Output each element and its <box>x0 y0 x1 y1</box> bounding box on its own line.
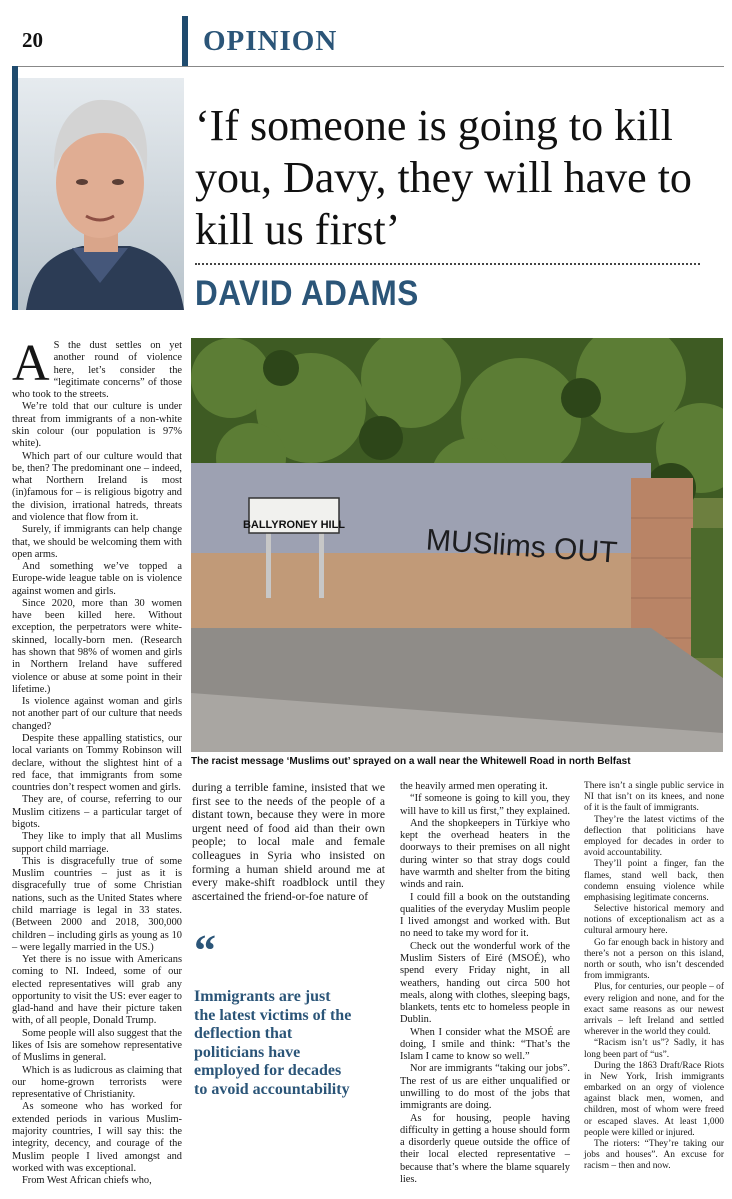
paragraph: They are, of course, referring to our Muslim citizens – a particular target of bigots. <box>12 794 182 830</box>
street-sign-text: BALLYRONEY HILL <box>242 519 346 531</box>
header-rule <box>12 66 724 67</box>
paragraph: Is violence against woman and girls not another part of our culture that needs changed? <box>12 696 182 732</box>
paragraph: “Racism isn’t us”? Sadly, it has long been part of “us”. <box>584 1038 724 1060</box>
body-column-3 <box>400 781 570 1186</box>
paragraph: We’re told that our culture is under threat from immigrants of a non-white skin colour (our population is 97% white). <box>12 401 182 450</box>
paragraph: Nor are immigrants “taking our jobs”. The rest of us are either unqualified or unwilling to do most of the jobs that immigrants are doing. <box>400 1063 570 1112</box>
paragraph: I could fill a book on the outstanding qualities of the everyday Muslim people I lived amongst and worked with. But no need to take my word for it. <box>400 891 570 940</box>
paragraph: the heavily armed men operating it. <box>400 781 548 792</box>
paragraph: Yet there is no issue with Americans coming to NI. Indeed, some of our elected representatives will grab any opportunity to visit the US: ever eager to glad-hand and have their picture taken with, of all people, Donald Trump. <box>12 954 182 1027</box>
body-column-2 <box>192 781 385 903</box>
section-label: OPINION <box>203 25 338 57</box>
quote-mark-icon: “ <box>194 926 210 975</box>
paragraph: From West African chiefs who, <box>22 1175 152 1187</box>
paragraph: Which part of our culture would that be, then? The predominant one – indeed, what Northern Ireland is most (in)famous for – is religious bigotry and the division, irrational hatreds, threats and violence that flow from it. <box>12 450 182 523</box>
rule-accent <box>12 66 18 78</box>
body-column-4 <box>584 781 724 1173</box>
paragraph: Go far enough back in history and there’s not a person on this island, north or south, who isn’t descended from immigrants. <box>584 937 724 982</box>
paragraph: And the shopkeepers in Türkiye who kept the overhead heaters in the doorways to their premises on all night during winter so that stray dogs could have warmth and shelter from the biting winds and rain. <box>400 817 570 891</box>
paragraph: There isn’t a single public service in NI that isn’t on its knees, and none of it is the fault of immigrants. <box>584 781 724 814</box>
paragraph: When I consider what the MSOÉ are doing, I smile and think: “That’s the Islam I came to know so well.” <box>400 1026 570 1063</box>
paragraph: Which is as ludicrous as claiming that our home-grown terrorists were representative of Christianity. <box>12 1064 182 1101</box>
paragraph: Despite these appalling statistics, our local variants on Tommy Robinson will declare, without the slightest hint of a red face, that immigrants from some countries don’t respect women and girls. <box>12 733 182 794</box>
author-portrait <box>12 78 184 310</box>
graffiti-text: MUSlims OUT <box>424 523 619 570</box>
headline-dotted-rule <box>195 263 700 265</box>
paragraph: during a terrible famine, insisted that we first see to the needs of the people of a distant town, because they were in more urgent need of food aid than their own people; to local male and female colleagues in Syria who insisted on forming a human shield around me at every make-shift roadblock until they ascertained the friend-or-foe nature of <box>192 781 385 903</box>
photo-caption: The racist message ‘Muslims out’ sprayed on a wall near the Whitewell Road in north Belfast <box>191 756 631 767</box>
paragraph: Some people will also suggest that the likes of Isis are somehow representative of Muslims in general. <box>12 1027 182 1064</box>
paragraph: Check out the wonderful work of the Muslim Sisters of Eiré (MSOÉ), who spend every Friday night, in all weathers, handing out circa 500 hot meals, along with clothes, sleeping bags, blankets, tents etc to homeless people in Dublin. <box>400 940 570 1026</box>
paragraph: Selective historical memory and notions of exceptionalism act as a cultural armoury here. <box>584 904 724 937</box>
header-accent-bar <box>182 16 188 66</box>
paragraph: As someone who has worked for extended periods in various Muslim-majority countries, I will say this: the integrity, decency, and courage of the Muslim people I lived amongst and worked with was exceptional. <box>12 1101 182 1174</box>
paragraph: The rioters: “They’re taking our jobs and houses”. An excuse for racism – then and now. <box>584 1139 724 1172</box>
paragraph: And something we’ve topped a Europe-wide league table on is violence against women and girls. <box>12 561 182 597</box>
paragraph: As for housing, people having difficulty in getting a house should form a disorderly queue outside the office of their local elected representative – because that’s where the blame squarely lies. <box>400 1112 570 1185</box>
drop-cap: A <box>12 335 50 392</box>
body-column-1 <box>12 335 182 1187</box>
paragraph: This is disgracefully true of some Muslim countries – just as it is disgracefully true of some Christian nations, such as the United States where child marriage is legal in 33 states. (Between 2000 and 2018, 300,000 children – including girls as young as 10 – were legally married in the US.) <box>12 855 182 953</box>
paragraph: A S the dust settles on yet another round of violence here, let’s consider the “legitimate concerns” of those who took to the streets. <box>12 335 182 401</box>
paragraph: “If someone is going to kill you, they will have to kill us first,” they explained. <box>400 793 570 817</box>
paragraph: Surely, if immigrants can help change that, we should be welcoming them with open arms. <box>12 524 182 560</box>
paragraph: During the 1863 Draft/Race Riots in New York, Irish immigrants embarked on an orgy of violence against black men, women, and children, most of whom were freed or escaped slaves. At least 1,000 people were killed or injured. <box>584 1060 724 1138</box>
page-number: 20 <box>22 28 43 52</box>
headline: ‘If someone is going to kill you, Davy, they will have to kill us first’ <box>195 101 692 254</box>
article-photo <box>191 338 723 752</box>
paragraph: They like to imply that all Muslims support child marriage. <box>12 831 182 855</box>
paragraph: They’re the latest victims of the deflection that politicians have employed for decades in order to avoid accountability. <box>584 814 724 859</box>
pull-quote: Immigrants are just the latest victims of the deflection that politicians have employed for decades to avoid accountability <box>194 988 352 1098</box>
byline: DAVID ADAMS <box>195 274 419 313</box>
paragraph: Plus, for centuries, our people – of every religion and none, and for the exact same reasons as our newest arrivals – left Ireland and settled wherever in the world they could. <box>584 982 724 1038</box>
paragraph: Since 2020, more than 30 women have been killed here. Without exception, the perpetrators were white-skinned, locally-born men. (Research has shown that 98% of women and girls in Northern Ireland have suffered violence or abuse at some point in their lifetime.) <box>12 597 182 695</box>
paragraph: They’ll point a finger, fan the flames, stand well back, then condemn ensuing violence while emphasising legitimate concerns. <box>584 859 724 903</box>
